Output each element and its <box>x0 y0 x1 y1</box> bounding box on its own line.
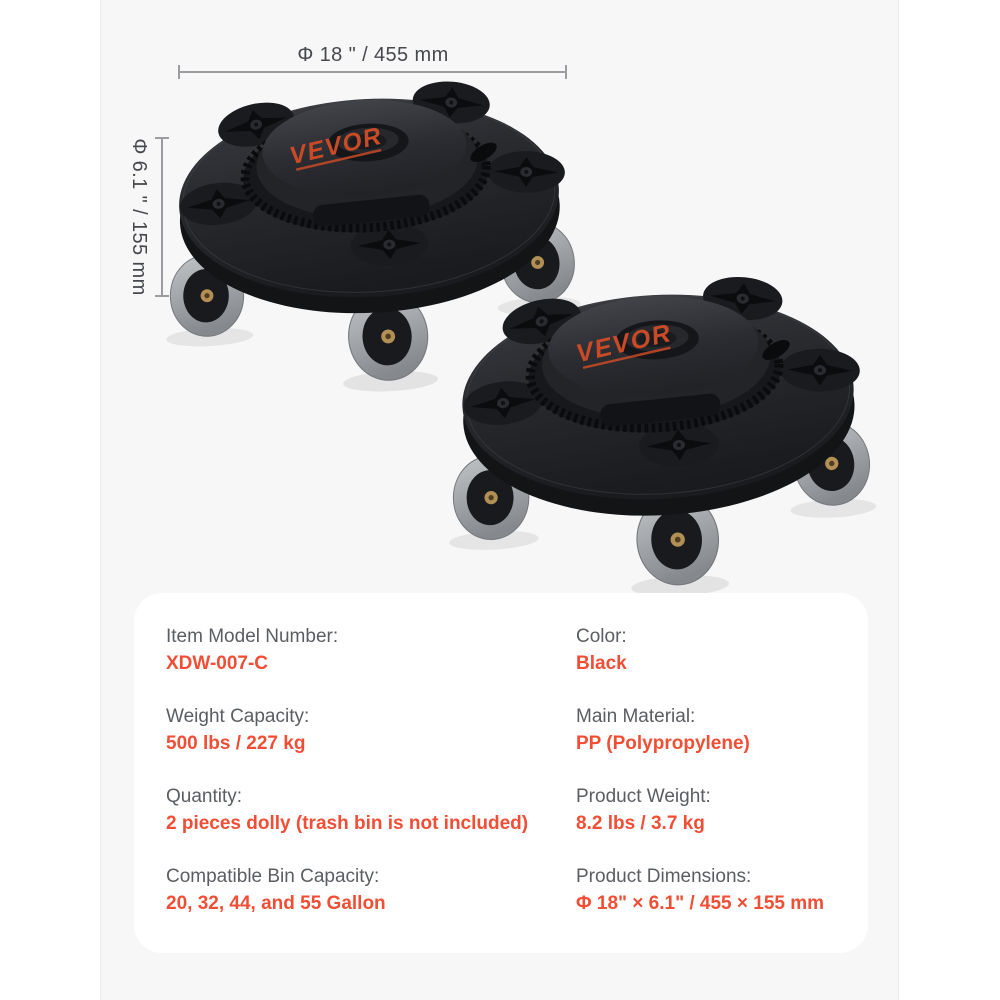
spec-column-right <box>576 623 838 953</box>
diameter-dimension-line <box>178 71 567 73</box>
spec-label: Compatible Bin Capacity: <box>166 866 380 887</box>
spec-value: XDW-007-C <box>166 653 269 674</box>
spec-label: Weight Capacity: <box>166 706 310 727</box>
spec-value: 500 lbs / 227 kg <box>166 733 306 754</box>
spec-value: PP (Polypropylene) <box>576 733 750 754</box>
product-image-panel <box>100 0 899 1000</box>
spec-label: Item Model Number: <box>166 626 339 647</box>
spec-column-left <box>166 623 576 953</box>
spec-item-compatible-bin-capacity <box>166 863 576 917</box>
height-dimension-line <box>161 137 163 297</box>
spec-label: Product Weight: <box>576 786 711 807</box>
spec-label: Product Dimensions: <box>576 866 752 887</box>
spec-item-model-number <box>166 623 576 677</box>
spec-value: 2 pieces dolly (trash bin is not included) <box>166 813 529 834</box>
spec-label: Main Material: <box>576 706 696 727</box>
diameter-dimension-label: Φ 18 " / 455 mm <box>297 44 449 66</box>
spec-item-color <box>576 623 838 677</box>
dolly-2 <box>436 265 881 600</box>
spec-value: Black <box>576 653 627 674</box>
spec-item-quantity <box>166 783 576 837</box>
height-dimension-label: Φ 6.1 " / 155 mm <box>128 138 150 296</box>
spec-item-product-weight <box>576 783 838 837</box>
spec-label: Quantity: <box>166 786 243 807</box>
spec-item-main-material <box>576 703 838 757</box>
spec-value: Φ 18" × 6.1" / 455 × 155 mm <box>576 893 825 914</box>
spec-card <box>134 593 868 953</box>
spec-value: 8.2 lbs / 3.7 kg <box>576 813 705 834</box>
product-illustration <box>101 0 900 600</box>
spec-label: Color: <box>576 626 627 647</box>
spec-value: 20, 32, 44, and 55 Gallon <box>166 893 386 914</box>
spec-item-weight-capacity <box>166 703 576 757</box>
spec-item-product-dimensions <box>576 863 838 917</box>
